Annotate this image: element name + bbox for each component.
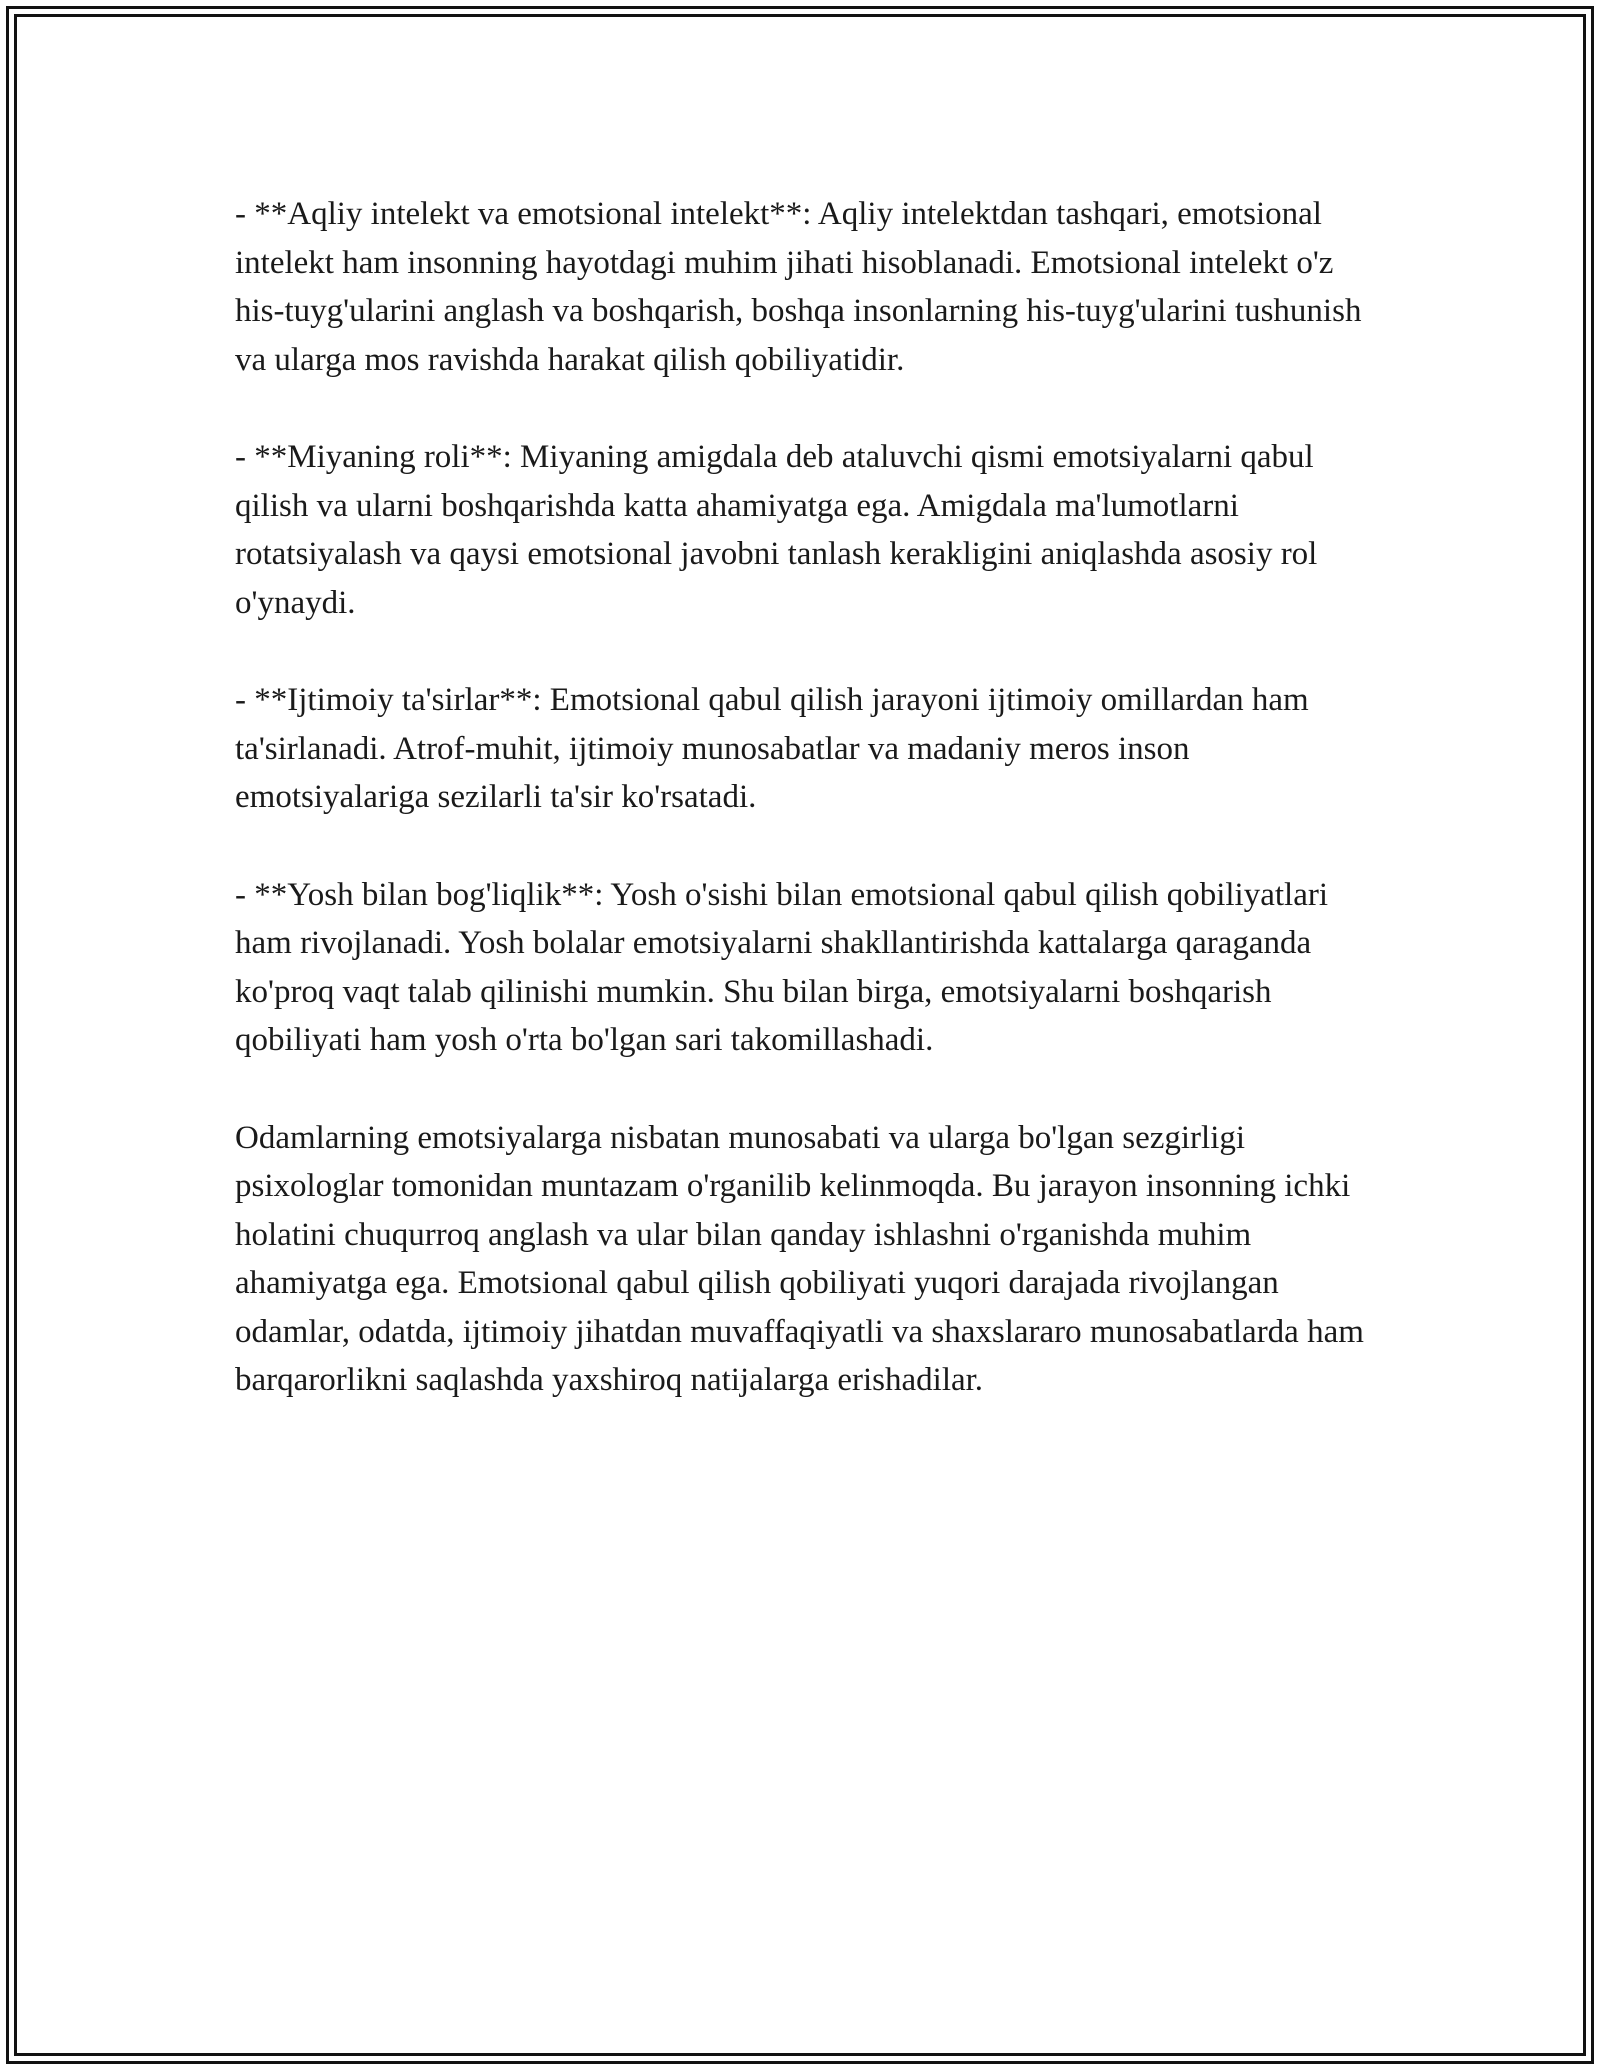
document-body (235, 190, 1375, 1454)
paragraph-social-influences: - **Ijtimoiy ta'sirlar**: Emotsional qabul qilish jarayoni ijtimoiy omillardan ham ta'sirlanadi. Atrof-muhit, ijtimoiy munosabatlar va madaniy meros inson emotsiyalariga sezilarli ta'sir ko'rsatadi. (235, 682, 1309, 815)
paragraph-brain-role: - **Miyaning roli**: Miyaning amigdala deb ataluvchi qismi emotsiyalarni qabul qilish va ularni boshqarishda katta ahamiyatga ega. Amigdala ma'lumotlarni rotatsiyalash va qaysi emotsional javobni tanlash kerakligini aniqlashda asosiy rol o'ynaydi. (235, 439, 1318, 621)
paragraph-intellect: - **Aqliy intelekt va emotsional intelekt**: Aqliy intelektdan tashqari, emotsional intelekt ham insonning hayotdagi muhim jihati hisoblanadi. Emotsional intelekt o'z his-tuyg'ularini anglash va boshqarish, boshqa insonlarning his-tuyg'ularini tushunish va ularga mos ravishda harakat qilish qobiliyatidir. (235, 196, 1362, 378)
paragraph-conclusion: Odamlarning emotsiyalarga nisbatan munosabati va ularga bo'lgan sezgirligi psixologlar tomonidan muntazam o'rganilib kelinmoqda. Bu jarayon insonning ichki holatini chuqurroq anglash va ular bilan qanday ishlashni o'rganishda muhim ahamiyatga ega. Emotsional qabul qilish qobiliyati yuqori darajada rivojlangan odamlar, odatda, ijtimoiy jihatdan muvaffaqiyatli va shaxslararo munosabatlarda ham barqarorlikni saqlashda yaxshiroq natijalarga erishadilar. (235, 1119, 1364, 1398)
paragraph-age-relation: - **Yosh bilan bog'liqlik**: Yosh o'sishi bilan emotsional qabul qilish qobiliyatlari ham rivojlanadi. Yosh bolalar emotsiyalarni shakllantirishda kattalarga qaraganda ko'proq vaqt talab qilinishi mumkin. Shu bilan birga, emotsiyalarni boshqarish qobiliyati ham yosh o'rta bo'lgan sari takomillashadi. (235, 876, 1328, 1058)
